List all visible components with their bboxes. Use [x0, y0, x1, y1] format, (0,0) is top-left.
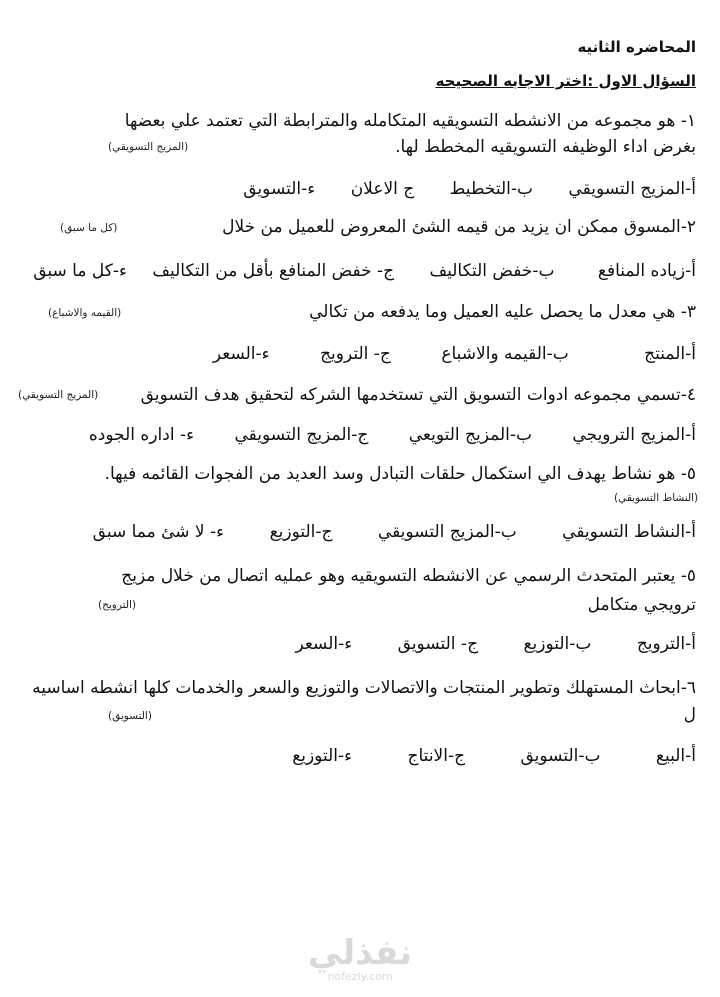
question-6-options	[295, 633, 696, 655]
section-title: السؤال الاول :اختر الاجابه الصحيحه	[435, 72, 696, 90]
question-5-answer: (النشاط التسويقي)	[614, 492, 699, 504]
question-6-answer: (الترويج)	[98, 599, 137, 611]
question-6-line-2: ترويجي متكامل	[587, 595, 696, 615]
option-a: أ-المزيج الترويجي	[572, 425, 696, 445]
option-a: أ-المزيج التسويقي	[568, 179, 696, 199]
option-d: ء-التوزيع	[292, 746, 353, 766]
question-7-line-2: ل	[683, 705, 696, 725]
option-c: ج- خفض المنافع بأقل من التكاليف	[152, 261, 395, 281]
question-3-answer: (القيمه والاشباع)	[48, 307, 122, 319]
question-2-options	[33, 260, 696, 282]
question-1-line-2: بغرض اداء الوظيفه التسويقيه المخطط لها.	[395, 137, 696, 157]
option-c: ج-التوزيع	[269, 522, 333, 542]
option-d: ء- اداره الجوده	[88, 425, 195, 445]
question-5-options	[93, 521, 696, 543]
question-1-options	[243, 178, 696, 200]
option-a: أ-الترويج	[636, 634, 696, 654]
option-a: أ-المنتج	[644, 344, 696, 364]
question-2-line-1: ٢-المسوق ممكن ان يزيد من قيمه الشئ المعروض للعميل من خلال	[222, 217, 696, 237]
question-5-line-1: ٥- هو نشاط يهدف الي استكمال حلقات التبادل وسد العديد من الفجوات القائمه فيها.	[104, 464, 696, 484]
question-4-line-1: ٤-تسمي مجموعه ادوات التسويق التي تستخدمها الشركه لتحقيق هدف التسويق	[140, 385, 696, 405]
question-7-line-1: ٦-ابحاث المستهلك وتطوير المنتجات والاتصالات والتوزيع والسعر والخدمات كلها انشطه اساسيه	[32, 678, 696, 698]
question-6-line-1: ٥- يعتبر المتحدث الرسمي عن الانشطه التسويقيه وهو عمليه اتصال من خلال مزيج	[121, 566, 696, 586]
option-c: ج- التسويق	[397, 634, 479, 654]
watermark-logo	[290, 935, 430, 983]
option-d: ء-السعر	[295, 634, 353, 654]
option-a: أ-زياده المنافع	[597, 261, 696, 281]
lecture-title: المحاضره الثانيه	[577, 38, 696, 56]
option-d: ء- لا شئ مما سبق	[92, 522, 225, 542]
question-3-line-1: ٣- هي معدل ما يحصل عليه العميل وما يدفعه من تكالي	[309, 302, 696, 322]
option-c: ج-المزيج التسويقي	[234, 425, 369, 445]
question-4-answer: (المزيج التسويقي)	[18, 389, 99, 401]
option-c: ج- الترويج	[320, 344, 391, 364]
option-b: ب-المزيج التويعي	[408, 425, 533, 445]
question-7-answer: (التسويق)	[108, 710, 152, 722]
question-2-answer: (كل ما سبق)	[60, 222, 118, 234]
option-b: ب-خفض التكاليف	[429, 261, 555, 281]
watermark-url: nofezly.com	[327, 970, 393, 983]
option-a: أ-البيع	[655, 746, 696, 766]
option-b: ب-التسويق	[520, 746, 601, 766]
option-c: ج-الانتاج	[407, 746, 466, 766]
option-b: ب-القيمه والاشباع	[441, 344, 569, 364]
option-d: ء-كل ما سبق	[33, 261, 127, 281]
option-d: ء-التسويق	[243, 179, 316, 199]
question-3-options	[213, 343, 696, 365]
watermark-arabic: نفذلي	[307, 933, 413, 973]
question-1-answer: (المزيج التسويقي)	[108, 141, 189, 153]
question-1-line-1: ١- هو مجموعه من الانشطه التسويقيه المتكامله والمترابطة التي تعتمد علي بعضها	[124, 111, 696, 131]
option-c: ج الاعلان	[350, 179, 415, 199]
option-a: أ-النشاط التسويقي	[562, 522, 696, 542]
question-4-options	[89, 424, 696, 446]
question-7-options	[292, 745, 696, 767]
option-b: ب-المزيج التسويقي	[377, 522, 517, 542]
option-d: ء-السعر	[212, 344, 270, 364]
option-b: ب-التوزيع	[523, 634, 592, 654]
option-b: ب-التخطيط	[449, 179, 534, 199]
